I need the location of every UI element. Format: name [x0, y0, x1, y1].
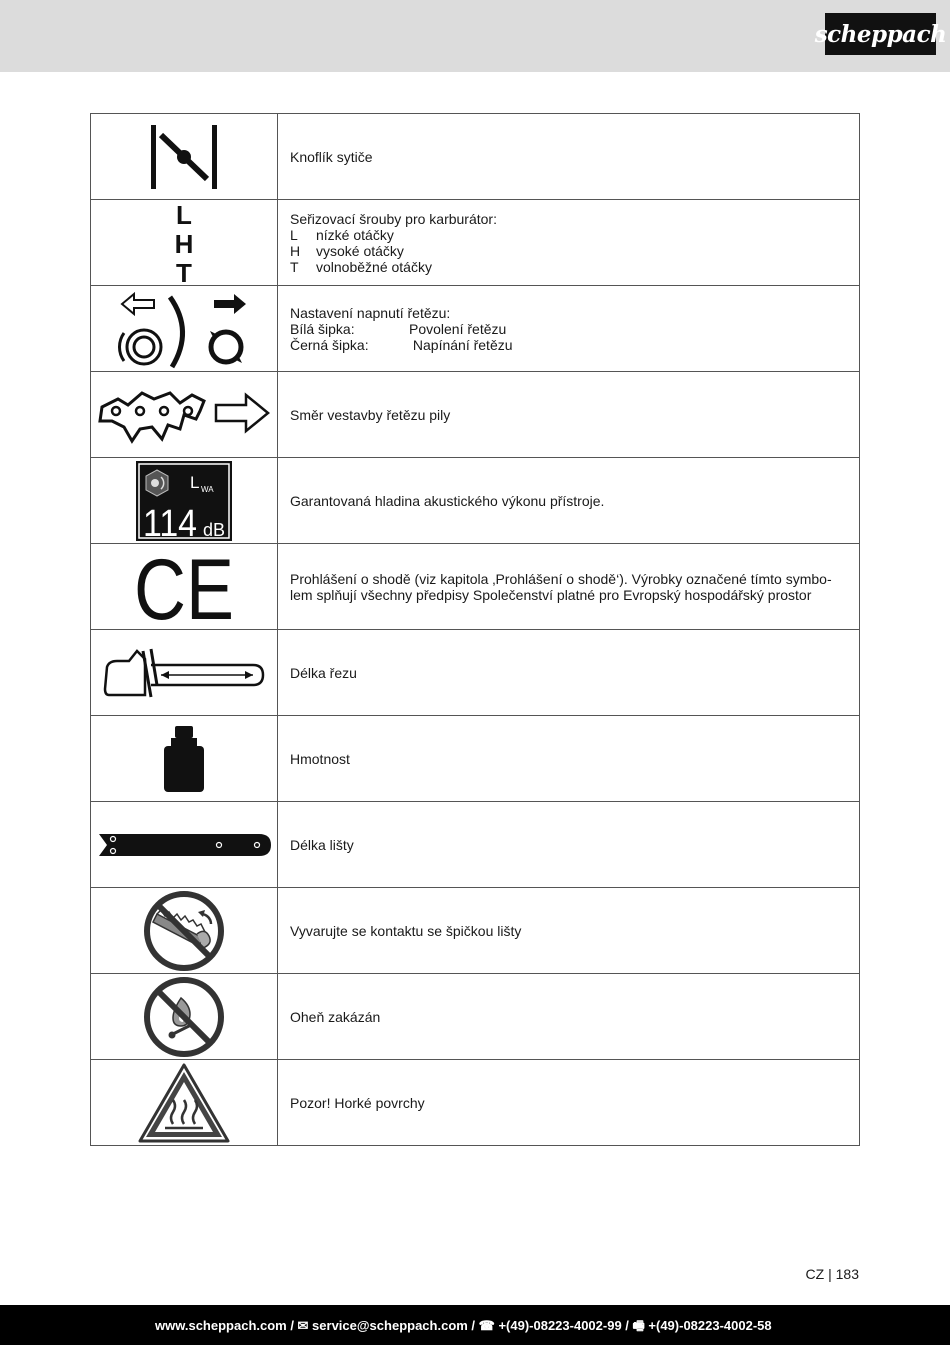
table-row	[91, 286, 860, 372]
table-row	[91, 1060, 860, 1146]
page-number: CZ | 183	[805, 1266, 859, 1282]
table-row	[91, 716, 860, 802]
table-row	[91, 888, 860, 974]
table-row	[91, 974, 860, 1060]
ce-mark-icon	[132, 541, 236, 638]
page-header	[0, 0, 950, 72]
scheppach-logo: scheppach	[825, 13, 936, 55]
guide-bar-icon	[95, 830, 273, 860]
cutting-length-icon	[101, 645, 267, 701]
icon-letter-l: L	[176, 199, 192, 230]
no-fire-icon	[143, 976, 225, 1058]
chain-direction-icon	[96, 385, 272, 445]
weight-icon	[161, 724, 207, 794]
row-text: Pozor! Horké povrchy	[290, 1094, 425, 1111]
no-tip-contact-icon	[143, 890, 225, 972]
ce-text: CE	[134, 541, 234, 638]
row-text: Hmotnost	[290, 750, 350, 767]
row-title: Seřizovací šrouby pro karburátor:	[290, 210, 497, 227]
symbol-table	[90, 113, 860, 1146]
page-footer	[0, 1305, 950, 1345]
row-text: Knoflík sytiče	[290, 148, 373, 165]
table-row	[91, 630, 860, 716]
carburetor-screws-icon	[169, 199, 199, 288]
sound-value: 114	[143, 502, 197, 545]
row-title: Nastavení napnutí řetězu:	[290, 304, 451, 321]
sound-label: L	[190, 472, 200, 492]
list-item: Černá šipka: Napínání řetězu	[290, 336, 513, 353]
table-row	[91, 372, 860, 458]
row-text: lem splňují všechny předpisy Společenství platné pro Evropský hospodářský prostor	[290, 586, 812, 603]
choke-knob-icon	[149, 123, 219, 191]
icon-letter-t: T	[176, 257, 192, 288]
chain-tension-icon	[114, 289, 254, 369]
sound-sub: WA	[201, 484, 214, 494]
sound-power-icon	[135, 460, 233, 545]
list-item: L nízké otáčky	[290, 226, 394, 243]
row-text: Oheň zakázán	[290, 1008, 381, 1025]
row-text: Prohlášení o shodě (viz kapitola ‚Prohlášení o shodě‘). Výrobky označené tímto symbo-	[290, 570, 832, 587]
list-item: H vysoké otáčky	[290, 242, 404, 259]
footer-contact: www.scheppach.com / ✉ service@scheppach.com / ☎ +(49)-08223-4002-99 / 🖷 +(49)-08223-4002-58	[155, 1318, 772, 1333]
row-text: Délka lišty	[290, 836, 354, 853]
icon-letter-h: H	[174, 228, 194, 259]
table-row	[91, 544, 860, 630]
table-row	[91, 200, 860, 286]
table-row	[91, 114, 860, 200]
row-text: Vyvarujte se kontaktu se špičkou lišty	[290, 922, 522, 939]
table-row	[91, 458, 860, 544]
table-row	[91, 802, 860, 888]
sound-unit: dB	[203, 519, 226, 540]
row-text: Délka řezu	[290, 664, 357, 681]
list-item: Bílá šipka: Povolení řetězu	[290, 320, 507, 337]
row-text: Garantovaná hladina akustického výkonu přístroje.	[290, 492, 605, 509]
list-item: T volnoběžné otáčky	[290, 258, 432, 275]
hot-surface-icon	[137, 1062, 231, 1144]
row-text: Směr vestavby řetězu pily	[290, 406, 451, 423]
